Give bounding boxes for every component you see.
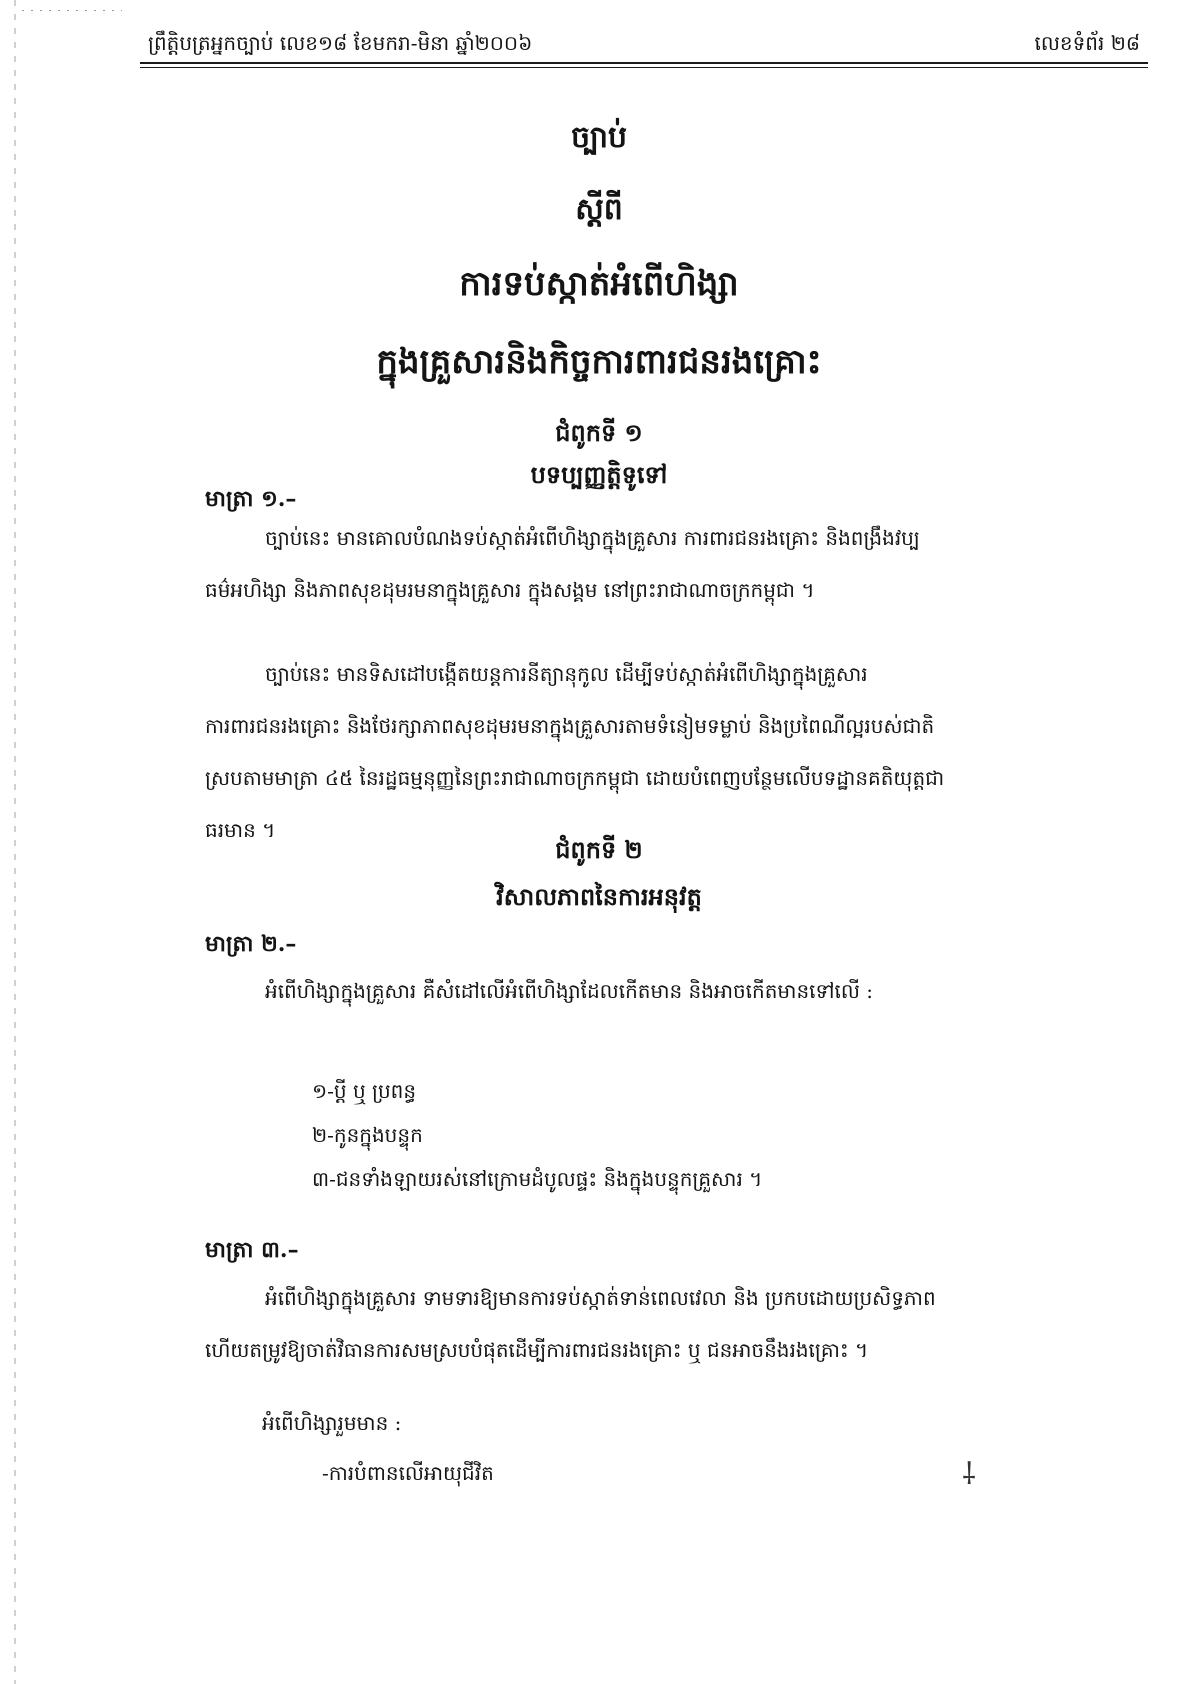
chapter2-label: ជំពូកទី ២ — [555, 835, 643, 864]
scan-dots-mark — [22, 10, 122, 11]
header-rule — [140, 62, 1148, 64]
article3-intro: អំពើហិង្សារួមមាន : — [262, 1411, 402, 1435]
article3-first-item: -ការបំពានលើអាយុជីវិត — [322, 1461, 494, 1485]
article2-label: មាត្រា ២.– — [205, 931, 297, 957]
article1-paragraph2: ច្បាប់នេះ មានទិសដៅបង្កើតយន្តការនីត្យានុកូល ដើម្បីទប់ស្កាត់អំពើហិង្សាក្នុងគ្រួសារ ការពារជនរងគ្រោះ និងថែរក្សាភាពសុខដុមរមនាក្នុងគ្រួសារតាមទំនៀមទម្លាប់ និងប្រពៃណីល្អរបស់ជាតិ ស្របតាមមាត្រា ៤៥ នៃរដ្ឋធម្មនុញ្ញនៃព្រះរាជាណាចក្រកម្ពុជា ដោយបំពេញបន្ថែមលើបទដ្ឋានគតិយុត្តជាធរមាន ។ — [205, 662, 945, 842]
article2-paragraph: អំពើហិង្សាក្នុងគ្រួសារ គឺសំដៅលើអំពើហិង្សាដែលកើតមាន និងអាចកើតមានទៅលើ : — [265, 979, 874, 1003]
article3-label: មាត្រា ៣.– — [205, 1237, 299, 1263]
article1-paragraph1: ច្បាប់នេះ មានគោលបំណងទប់ស្កាត់អំពើហិង្សាក្នុងគ្រួសារ ការពារជនរងគ្រោះ និងពង្រឹងវប្បធម៌អហិង្សា និងភាពសុខដុមរមនាក្នុងគ្រួសារ ក្នុងសង្គម នៅព្រះរាជាណាចក្រកម្ពុជា ។ — [205, 526, 920, 602]
handwritten-initial-mark: ⸸ — [962, 1457, 977, 1492]
article2-item: ២-កូនក្នុងបន្ទុក — [312, 1123, 423, 1147]
header-rule-thin — [140, 67, 1148, 68]
document-title-on: ស្តីពី — [575, 192, 623, 227]
article2-item: ៣-ជនទាំងឡាយរស់នៅក្រោមដំបូលផ្ទះ និងក្នុងបន្ទុកគ្រួសារ ។ — [312, 1167, 763, 1191]
document-title-law: ច្បាប់ — [570, 120, 628, 155]
article2-item: ១-ប្តី ឬ ប្រពន្ធ — [312, 1079, 417, 1103]
article3-paragraph: អំពើហិង្សាក្នុងគ្រួសារ ទាមទារឱ្យមានការទប់ស្កាត់ទាន់ពេលវេលា និង ប្រកបដោយប្រសិទ្ធភាព ហើយតម្រូវឱ្យចាត់វិធានការសមស្របបំផុតដើម្បីការពារជនរងគ្រោះ ឬ ជនអាចនឹងរងគ្រោះ ។ — [205, 1286, 936, 1362]
article1-label: មាត្រា ១.– — [205, 486, 297, 512]
page-header — [140, 28, 1140, 62]
chapter2-title: វិសាលភាពនៃការអនុវត្ត — [496, 882, 702, 911]
chapter1-label: ជំពូកទី ១ — [555, 418, 643, 447]
document-subject-line2: ក្នុងគ្រួសារនិងកិច្ចការពារជនរងគ្រោះ — [376, 342, 822, 382]
chapter1-title: បទប្បញ្ញត្តិទូទៅ — [530, 460, 668, 489]
publication-title: ព្រឹត្តិបត្រអ្នកច្បាប់ លេខ១៨ ខែមករា-មិនា ឆ្នាំ២០០៦ — [148, 31, 533, 55]
document-subject-line1: ការទប់ស្កាត់អំពើហិង្សា — [459, 264, 739, 304]
page-number: លេខទំព័រ ២៨ — [1034, 31, 1140, 55]
